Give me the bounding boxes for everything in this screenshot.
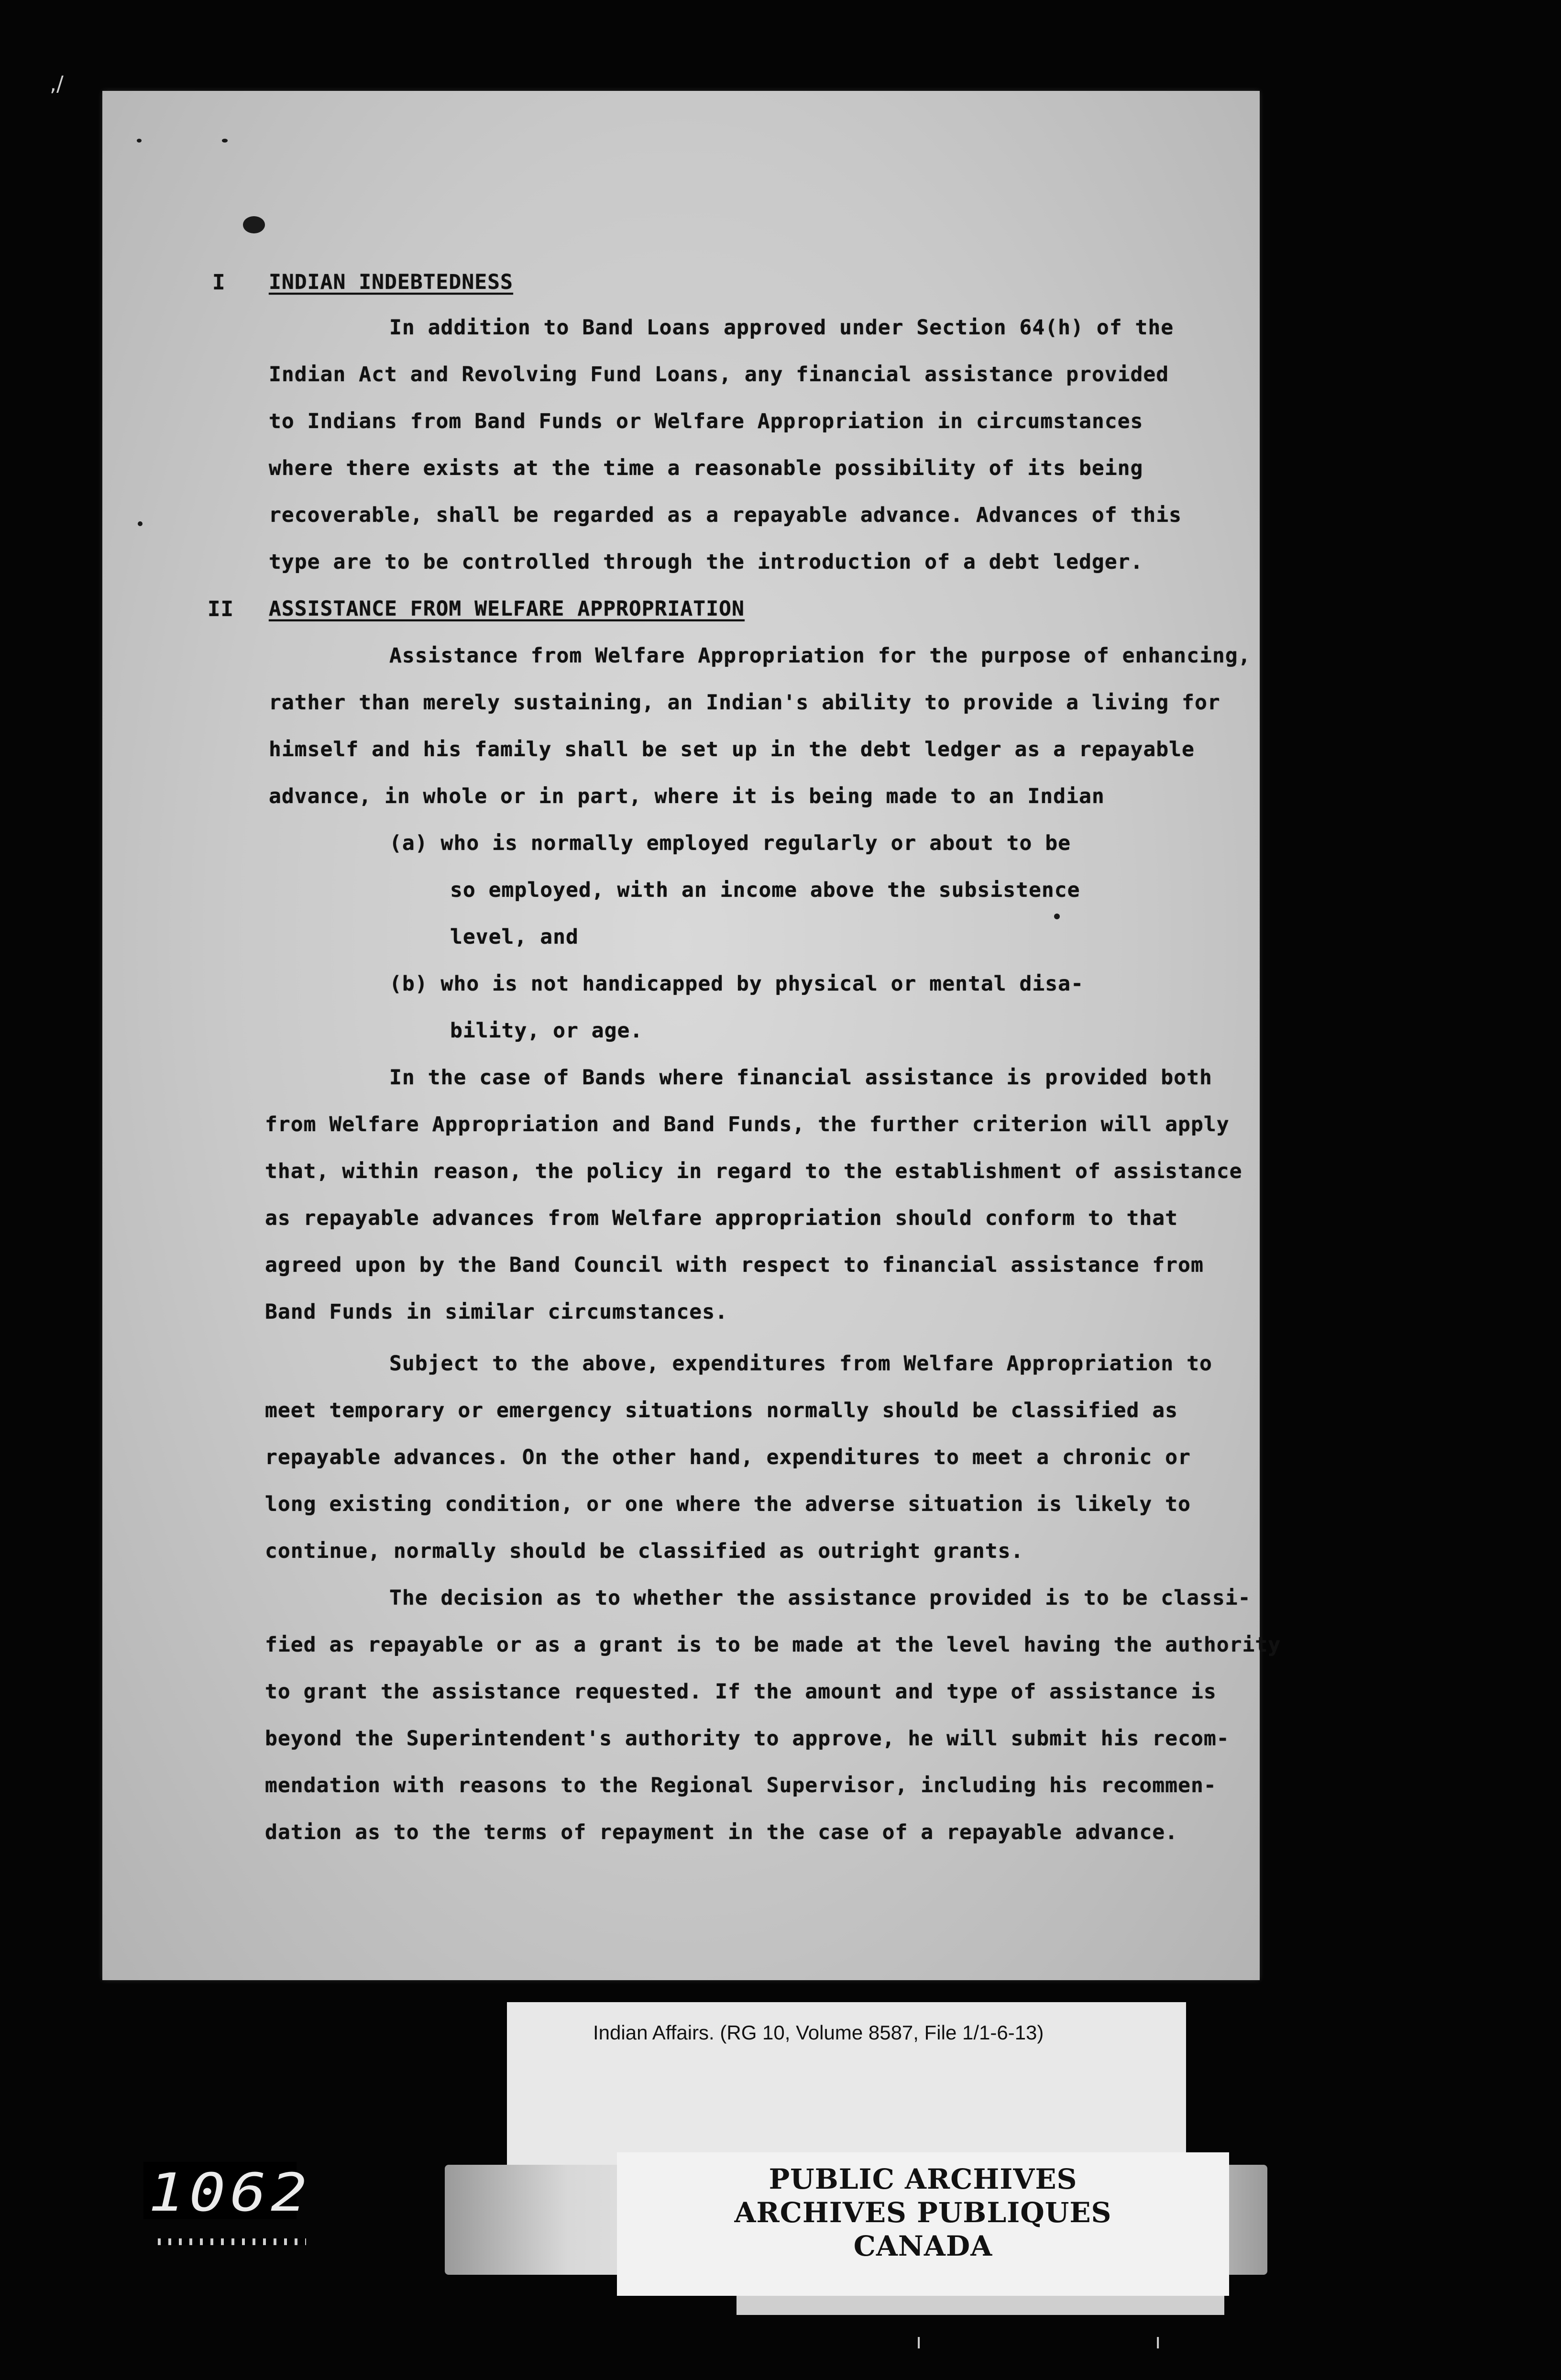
ink-speck [1054,914,1060,919]
list-item: (a) who is normally employed regularly or about to be [389,831,1071,855]
frame-number: 1062 [148,2162,312,2223]
ink-blot [243,216,265,233]
section-numeral: I [212,270,226,295]
body-line: Subject to the above, expenditures from Welfare Appropriation to [389,1352,1212,1376]
body-line: continue, normally should be classified as outright grants. [265,1539,1024,1563]
film-edge-mark: ı [916,2329,922,2354]
archives-line-2: ARCHIVES PUBLIQUES [734,2196,1112,2229]
body-line: Indian Act and Revolving Fund Loans, any financial assistance provided [269,363,1169,386]
body-line: that, within reason, the policy in regard to the establishment of assistance [265,1159,1242,1183]
list-item-continuation: level, and [450,925,579,949]
ink-speck [137,139,142,143]
body-line: beyond the Superintendent's authority to approve, he will submit his recom- [265,1727,1230,1751]
body-line: from Welfare Appropriation and Band Funds, the further criterion will apply [265,1113,1230,1136]
list-item-continuation: so employed, with an income above the subsistence [450,878,1080,902]
ink-speck [138,521,143,526]
body-line: In the case of Bands where financial assistance is provided both [389,1066,1212,1090]
frame-tick-marks [158,2238,306,2245]
frame-counter [143,2162,312,2223]
section-numeral: II [208,597,234,621]
body-line: dation as to the terms of repayment in the case of a repayable advance. [265,1820,1178,1844]
body-line: to Indians from Band Funds or Welfare Appropriation in circumstances [269,409,1143,433]
body-line: rather than merely sustaining, an Indian's ability to provide a living for [269,691,1220,715]
body-line: mendation with reasons to the Regional Supervisor, including his recommen- [265,1774,1217,1797]
list-item: (b) who is not handicapped by physical or mental disa- [389,972,1084,996]
body-line: The decision as to whether the assistance provided is to be classi- [389,1586,1251,1610]
body-line: advance, in whole or in part, where it is being made to an Indian [269,784,1105,808]
section-heading: INDIAN INDEBTEDNESS [269,270,513,294]
archives-line-3: CANADA [853,2230,993,2262]
section-heading: ASSISTANCE FROM WELFARE APPROPRIATION [269,597,745,621]
body-line: In addition to Band Loans approved under Section 64(h) of the [389,316,1174,340]
archives-stamp [617,2152,1229,2296]
body-line: Assistance from Welfare Appropriation for the purpose of enhancing, [389,644,1251,668]
body-line: himself and his family shall be set up in the debt ledger as a repayable [269,738,1195,761]
ink-speck [222,139,228,143]
film-edge-mark: ,/ [50,72,64,96]
body-line: where there exists at the time a reasonable possibility of its being [269,456,1143,480]
body-line: repayable advances. On the other hand, expenditures to meet a chronic or [265,1445,1191,1469]
archives-line-1: PUBLIC ARCHIVES [769,2163,1077,2195]
list-item-continuation: bility, or age. [450,1019,643,1043]
typed-document-page [102,91,1281,1980]
body-line: type are to be controlled through the introduction of a debt ledger. [269,550,1143,574]
body-line: meet temporary or emergency situations normally should be classified as [265,1399,1178,1422]
body-line: long existing condition, or one where the adverse situation is likely to [265,1492,1191,1516]
body-line: fied as repayable or as a grant is to be made at the level having the authority [265,1633,1281,1657]
citation-text: Indian Affairs. (RG 10, Volume 8587, File 1/1-6-13) [593,2021,1044,2044]
body-line: to grant the assistance requested. If the amount and type of assistance is [265,1680,1217,1704]
film-edge-mark: ı [1155,2329,1161,2354]
archives-strip-edge [737,2296,1224,2315]
body-line: Band Funds in similar circumstances. [265,1300,728,1324]
body-line: agreed upon by the Band Council with respect to financial assistance from [265,1253,1204,1277]
body-line: recoverable, shall be regarded as a repayable advance. Advances of this [269,503,1182,527]
body-line: as repayable advances from Welfare appropriation should conform to that [265,1206,1178,1230]
